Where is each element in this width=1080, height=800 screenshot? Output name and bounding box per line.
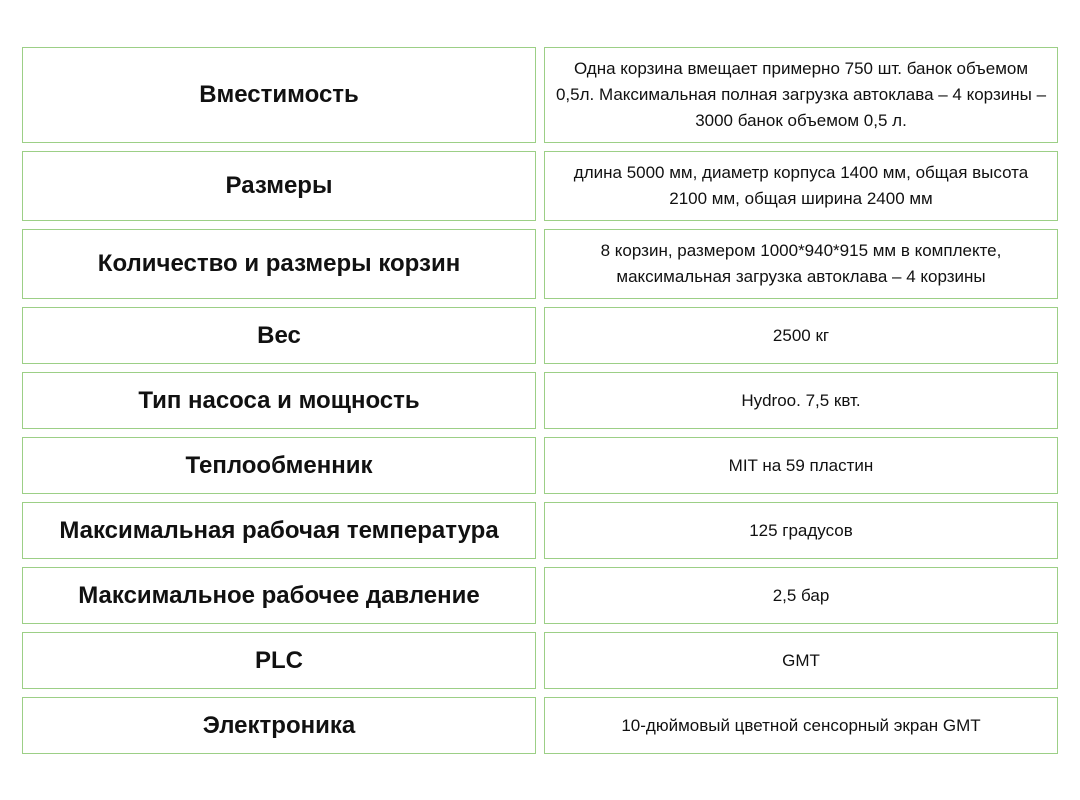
specs-table: [14, 39, 1066, 762]
spec-row-dimensions: [22, 151, 1058, 221]
spec-label-baskets: Количество и размеры корзин: [22, 229, 536, 299]
spec-row-capacity: [22, 47, 1058, 143]
spec-value-baskets: 8 корзин, размером 1000*940*915 мм в комплекте, максимальная загрузка автоклава – 4 корзины: [544, 229, 1058, 299]
specs-table-body: [22, 47, 1058, 754]
spec-value-max-pressure: 2,5 бар: [544, 567, 1058, 624]
spec-label-weight: Вес: [22, 307, 536, 364]
spec-row-max-pressure: [22, 567, 1058, 624]
spec-value-dimensions: длина 5000 мм, диаметр корпуса 1400 мм, общая высота 2100 мм, общая ширина 2400 мм: [544, 151, 1058, 221]
spec-label-dimensions: Размеры: [22, 151, 536, 221]
spec-value-capacity: Одна корзина вмещает примерно 750 шт. банок объемом 0,5л. Максимальная полная загрузка автоклава – 4 корзины – 3000 банок объемом 0,5 л.: [544, 47, 1058, 143]
spec-label-pump: Тип насоса и мощность: [22, 372, 536, 429]
spec-row-pump: [22, 372, 1058, 429]
spec-value-max-temperature: 125 градусов: [544, 502, 1058, 559]
spec-label-max-pressure: Максимальное рабочее давление: [22, 567, 536, 624]
spec-value-electronics: 10-дюймовый цветной сенсорный экран GMT: [544, 697, 1058, 754]
spec-row-max-temperature: [22, 502, 1058, 559]
spec-value-pump: Hydroo. 7,5 квт.: [544, 372, 1058, 429]
spec-label-max-temperature: Максимальная рабочая температура: [22, 502, 536, 559]
spec-row-electronics: [22, 697, 1058, 754]
spec-row-plc: [22, 632, 1058, 689]
spec-label-capacity: Вместимость: [22, 47, 536, 143]
spec-value-plc: GMT: [544, 632, 1058, 689]
spec-value-weight: 2500 кг: [544, 307, 1058, 364]
spec-row-weight: [22, 307, 1058, 364]
spec-label-heat-exchanger: Теплообменник: [22, 437, 536, 494]
spec-row-heat-exchanger: [22, 437, 1058, 494]
spec-row-baskets: [22, 229, 1058, 299]
spec-value-heat-exchanger: MIT на 59 пластин: [544, 437, 1058, 494]
spec-label-electronics: Электроника: [22, 697, 536, 754]
spec-label-plc: PLC: [22, 632, 536, 689]
